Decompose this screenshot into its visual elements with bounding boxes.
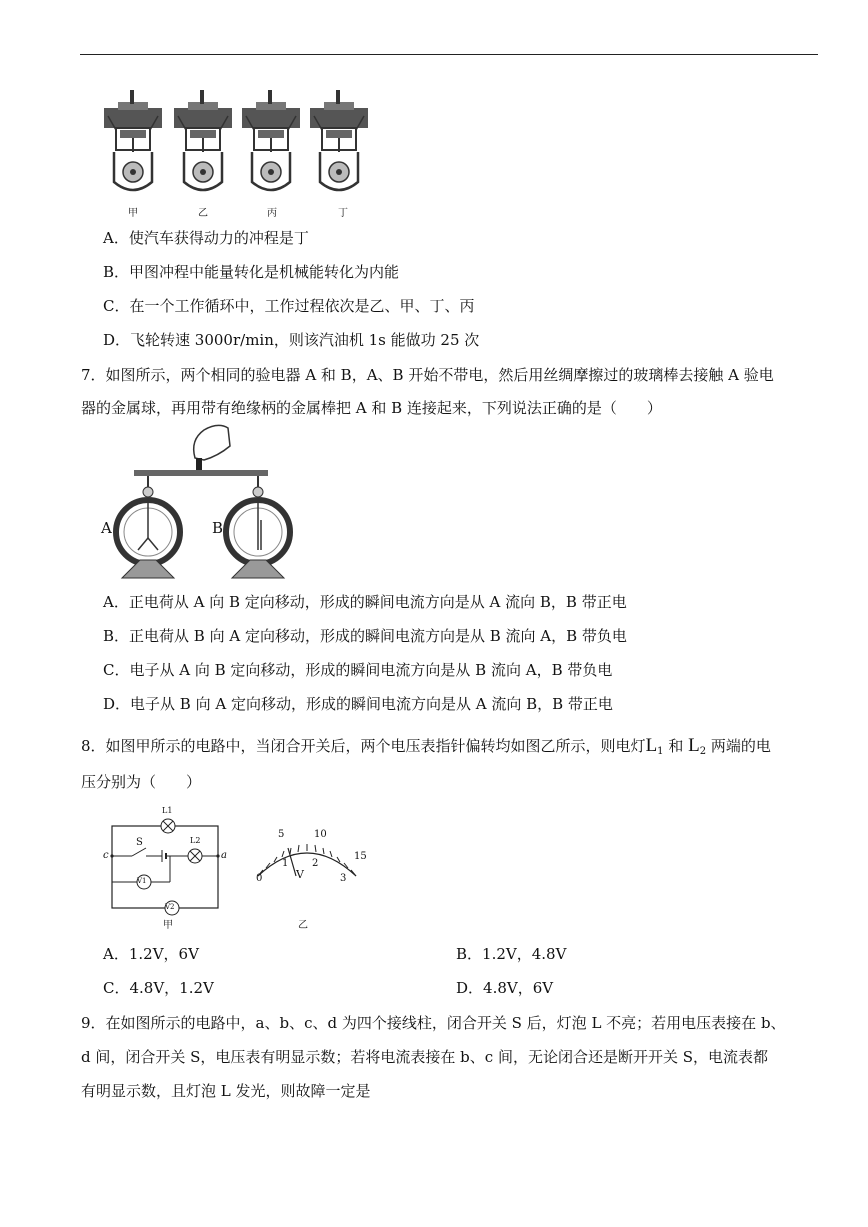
q8-option-c: C．4.8V，1.2V bbox=[103, 979, 214, 997]
q7-option-c: C．电子从 A 向 B 定向移动，形成的瞬间电流方向是从 B 流向 A，B 带负电 bbox=[103, 661, 613, 679]
q6-option-d: D．飞轮转速 3000r/min，则该汽油机 1s 能做功 25 次 bbox=[103, 331, 480, 349]
q6-option-a: A．使汽车获得动力的冲程是丁 bbox=[103, 229, 309, 247]
engine-caption-3: 丙 bbox=[267, 208, 277, 219]
q8-lamp1-subscript: 1 bbox=[657, 746, 664, 757]
dial-upper-5: 5 bbox=[278, 829, 285, 840]
electroscope-label-a: A bbox=[101, 519, 112, 537]
circuit-v2-label: V2 bbox=[165, 903, 175, 911]
q8-lamp1-symbol: L bbox=[645, 735, 658, 756]
q6-option-c: C．在一个工作循环中，工作过程依次是乙、甲、丁、丙 bbox=[103, 297, 475, 315]
q8-lamp2-subscript: 2 bbox=[699, 746, 707, 757]
circuit-lamp2-label: L2 bbox=[190, 836, 201, 845]
q8-stem-line1 bbox=[81, 736, 771, 762]
engine-caption-4: 丁 bbox=[338, 208, 348, 219]
circuit-node-a: a bbox=[221, 850, 227, 861]
dial-lower-0: 0 bbox=[256, 873, 263, 884]
q6-option-b: B．甲图冲程中能量转化是机械能转化为内能 bbox=[103, 263, 400, 281]
q8-option-b: B．1.2V，4.8V bbox=[456, 945, 567, 963]
circuit-node-c: c bbox=[103, 850, 109, 861]
engine-strokes-figure bbox=[100, 86, 380, 216]
electroscope-figure bbox=[100, 420, 300, 585]
dial-lower-2: 2 bbox=[312, 858, 319, 869]
q7-option-d: D．电子从 B 向 A 定向移动，形成的瞬间电流方向是从 A 流向 B，B 带正电 bbox=[103, 695, 613, 713]
electroscope-label-b: B bbox=[212, 519, 224, 537]
q9-stem-line1: 9．在如图所示的电路中，a、b、c、d 为四个接线柱，闭合开关 S 后，灯泡 L 不亮；若用电压表接在 b、 bbox=[81, 1014, 786, 1032]
q7-stem-line1: 7．如图所示，两个相同的验电器 A 和 B，A、B 开始不带电，然后用丝绸摩擦过的玻璃棒去接触 A 验电 bbox=[81, 366, 774, 384]
q9-stem-line2: d 间，闭合开关 S，电压表有明显示数；若将电流表接在 b、c 间，无论闭合还是断开开关 S，电流表都 bbox=[81, 1048, 769, 1066]
q9-stem-line3: 有明显示数，且灯泡 L 发光，则故障一定是 bbox=[81, 1082, 371, 1100]
q7-option-a: A．正电荷从 A 向 B 定向移动，形成的瞬间电流方向是从 A 流向 B，B 带正电 bbox=[103, 593, 627, 611]
q8-stem-and: 和 bbox=[663, 737, 689, 755]
q8-option-d: D．4.8V，6V bbox=[456, 979, 554, 997]
dial-lower-3: 3 bbox=[340, 873, 347, 884]
q8-stem-post: 两端的电 bbox=[706, 737, 771, 755]
dial-upper-10: 10 bbox=[314, 829, 327, 840]
dial-lower-1: 1 bbox=[282, 858, 289, 869]
engine-caption-1: 甲 bbox=[128, 208, 138, 219]
circuit-lamp1-label: L1 bbox=[162, 806, 173, 815]
circuit-switch-label: S bbox=[136, 837, 143, 848]
q7-option-b: B．正电荷从 B 向 A 定向移动，形成的瞬间电流方向是从 B 流向 A，B 带负电 bbox=[103, 627, 627, 645]
circuit-diagram bbox=[100, 800, 225, 930]
q8-option-a: A．1.2V，6V bbox=[103, 945, 199, 963]
q8-stem-line2: 压分别为（ ） bbox=[81, 773, 202, 791]
dial-caption: 乙 bbox=[298, 920, 308, 931]
q8-stem-pre: 8．如图甲所示的电路中，当闭合开关后，两个电压表指针偏转均如图乙所示，则电灯 bbox=[81, 737, 646, 755]
circuit-caption: 甲 bbox=[163, 920, 173, 931]
header-rule bbox=[80, 54, 818, 55]
q8-lamp2-symbol: L bbox=[688, 735, 700, 756]
circuit-v1-label: V1 bbox=[137, 877, 147, 885]
dial-upper-15: 15 bbox=[354, 851, 367, 862]
dial-unit: V bbox=[296, 868, 304, 881]
engine-caption-2: 乙 bbox=[198, 208, 208, 219]
voltmeter-dial bbox=[248, 832, 366, 882]
q7-stem-line2: 器的金属球，再用带有绝缘柄的金属棒把 A 和 B 连接起来，下列说法正确的是（ ） bbox=[81, 399, 662, 417]
